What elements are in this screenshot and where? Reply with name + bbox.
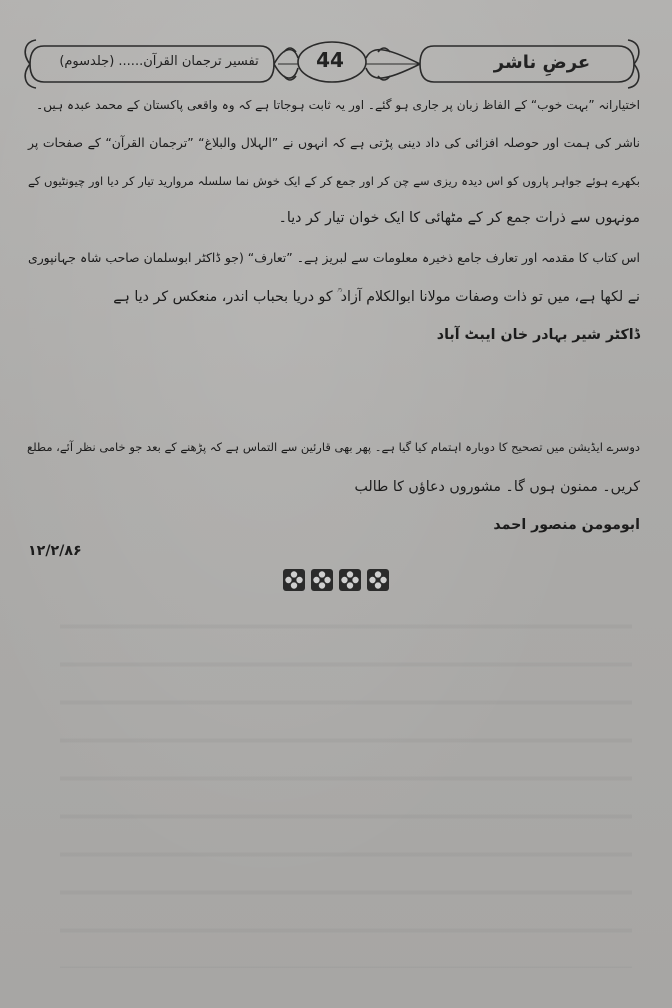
- author-signature: ڈاکٹر شیر بہادر خان ایبٹ آباد: [436, 327, 640, 343]
- show-through-texture: [60, 600, 632, 968]
- publisher-signature: ابومومن منصور احمد: [493, 517, 640, 533]
- page-number: 44: [316, 48, 344, 72]
- section-title: عرضِ ناشر: [493, 52, 591, 73]
- text-line: کریں۔ ممنون ہوں گا۔ مشوروں دعاؤں کا طالب: [354, 479, 640, 495]
- text-line: ناشر کی ہمت اور حوصلہ افزائی کی داد دینی پڑتی ہے کہ انہوں نے ”الہلال والبلاغ“ ”ترجمان القرآن“ کے صفحات پر: [28, 135, 640, 150]
- flower-ornament-icon: [366, 568, 390, 592]
- text-line: نے لکھا ہے، میں تو ذات وصفات مولانا ابوالکلام آزاد ؒ کو دریا بحباب اندر، منعکس کر دیا ہے: [113, 289, 640, 305]
- signature-date: ۱۲/۲/۸۶: [28, 543, 82, 559]
- text-line: مونہوں سے ذرات جمع کر کے مٹھائی کا ایک خوان تیار کر دیا۔: [278, 210, 640, 226]
- text-line: اس کتاب کا مقدمہ اور تعارف جامع ذخیرہ معلومات سے لبریز ہے۔ ”تعارف“ (جو ڈاکٹر ابوسلمان صاحب شاہ جہانپوری: [28, 250, 640, 265]
- closing-ornaments: [282, 568, 390, 592]
- page-header: [22, 36, 642, 92]
- text-line: دوسرے ایڈیشن میں تصحیح کا دوبارہ اہتمام کیا گیا ہے۔ پھر بھی قارئین سے التماس ہے کہ پڑھنے کے بعد جو خامی نظر آئے، مطلع: [27, 440, 640, 454]
- flower-ornament-icon: [310, 568, 334, 592]
- flower-ornament-icon: [338, 568, 362, 592]
- text-line: بکھرے ہوئے جواہر پاروں کو اس دیدہ ریزی سے چن کر اور جمع کر کے ایک خوش نما سلسلہ مروارید تیار کر دیا اور چیونٹیوں کے: [28, 174, 640, 188]
- flower-ornament-icon: [282, 568, 306, 592]
- running-title: تفسیر ترجمان القرآن...... (جلدسوم): [59, 54, 259, 69]
- text-line: اختیارانہ ”بہت خوب“ کے الفاظ زبان پر جاری ہو گئے۔ اور یہ ثابت ہوجاتا ہے کہ وہ واقعی پاکستان کے محمد عبدہ ہیں۔: [36, 98, 640, 112]
